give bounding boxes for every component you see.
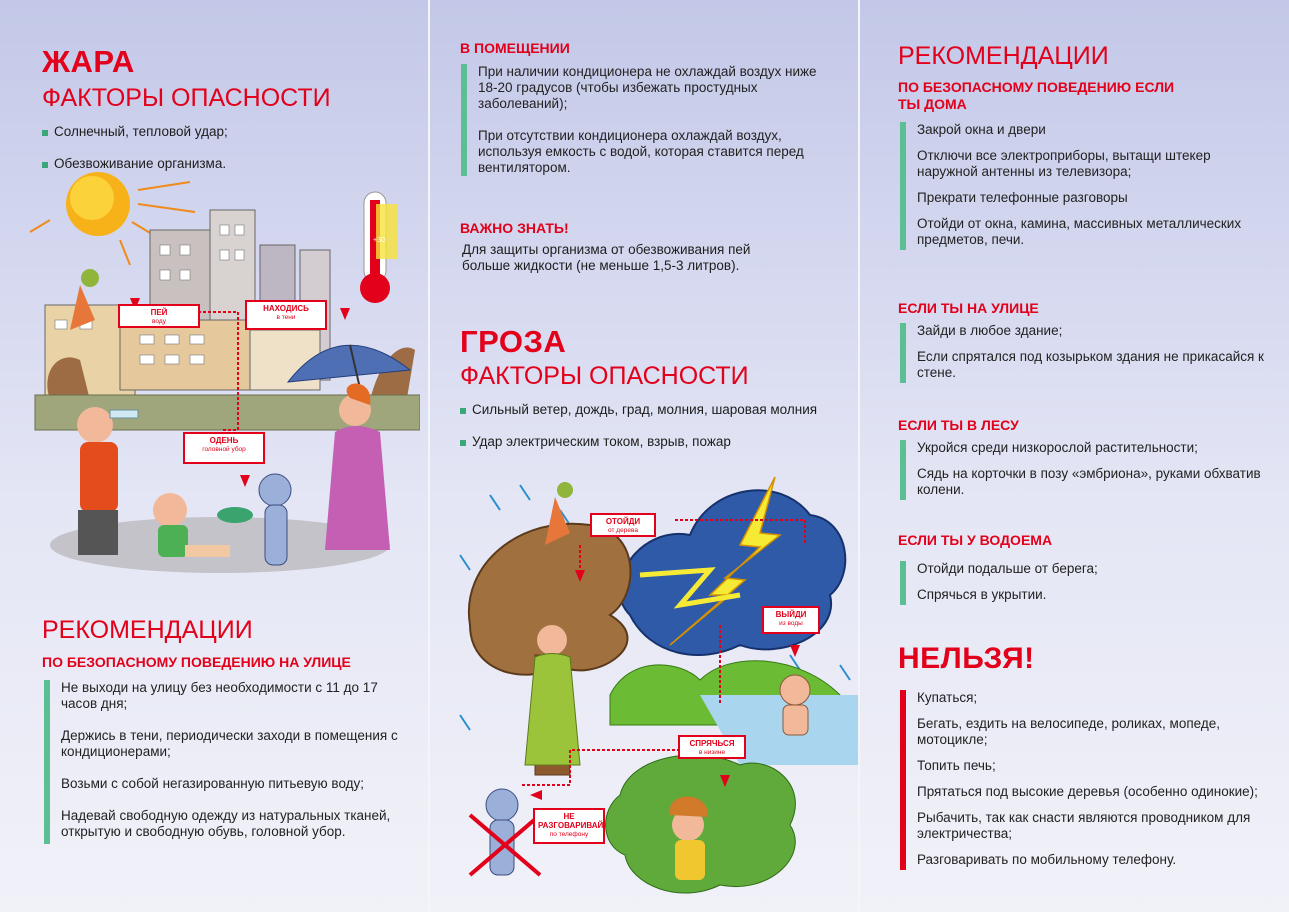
storm-title: ГРОЗА	[460, 324, 567, 359]
water-title: ЕСЛИ ТЫ У ВОДОЕМА	[898, 532, 1053, 548]
list-item: Не выходи на улицу без необходимости с 11 до 17 часов дня;	[61, 680, 378, 711]
heat-rec-subtitle: ПО БЕЗОПАСНОМУ ПОВЕДЕНИЮ НА УЛИЦЕ	[42, 654, 351, 670]
storm-rec-title: РЕКОМЕНДАЦИИ	[898, 42, 1109, 70]
storm-subtitle: ФАКТОРЫ ОПАСНОСТИ	[460, 362, 749, 390]
list-item: Держись в тени, периодически заходи в помещения с кондиционерами;	[61, 728, 398, 759]
forbidden-list	[900, 690, 1267, 870]
tag-leave-water: ВЫЙДИ из воды	[762, 606, 820, 634]
cat-figure	[470, 789, 540, 875]
list-item: Отключи все электроприборы, вытащи штекер наружной антенны из телевизора;	[917, 148, 1211, 179]
list-item: Отойди от окна, камина, массивных металлических предметов, печи.	[917, 216, 1242, 247]
list-item: Удар электрическим током, взрыв, пожар	[460, 434, 820, 450]
street-list	[900, 323, 1267, 383]
tag-no-phone: НЕ РАЗГОВАРИВАЙ по телефону	[533, 808, 605, 844]
list-item: Если спрятался под козырьком здания не прикасайся к стене.	[917, 349, 1264, 380]
list-item: Прятаться под высокие деревья (особенно одинокие);	[917, 784, 1258, 799]
panel-heat	[0, 0, 428, 912]
panel-storm	[430, 0, 858, 912]
list-item: Возьми с собой негазированную питьевую воду;	[61, 776, 365, 791]
tag-drink-water: ПЕЙ воду	[118, 304, 200, 328]
list-item: Спрячься в укрытии.	[917, 587, 1047, 602]
list-item: Солнечный, тепловой удар;	[42, 124, 412, 140]
list-item: Надевай свободную одежду из натуральных тканей, открытую и свободную обувь, головной убор.	[61, 808, 391, 839]
thermometer-icon	[360, 192, 398, 303]
forbidden-title: НЕЛЬЗЯ!	[898, 642, 1035, 675]
home-list	[900, 122, 1267, 250]
heat-rec-title: РЕКОМЕНДАЦИИ	[42, 616, 253, 644]
tag-wear-hat: ОДЕНЬ головной убор	[183, 432, 265, 464]
forest-list	[900, 440, 1267, 500]
list-item: Рыбачить, так как снасти являются проводником для электричества;	[917, 810, 1251, 841]
storm-rec-subtitle: ПО БЕЗОПАСНОМУ ПОВЕДЕНИЮ ЕСЛИ ТЫ ДОМА	[898, 79, 1175, 112]
heat-subtitle: ФАКТОРЫ ОПАСНОСТИ	[42, 84, 331, 112]
list-item: Сильный ветер, дождь, град, молния, шаровая молния	[460, 402, 820, 418]
list-item: Разговаривать по мобильному телефону.	[917, 852, 1177, 867]
heat-title: ЖАРА	[42, 44, 135, 79]
list-item: Топить печь;	[917, 758, 996, 773]
important-title: ВАЖНО ЗНАТЬ!	[460, 220, 569, 236]
list-item: Купаться;	[917, 690, 978, 705]
heat-illustration	[20, 170, 420, 590]
thermometer-label: +30	[373, 237, 385, 244]
list-item: При отсутствии кондиционера охлаждай воздух, используя емкость с водой, которая ставится перед вентилятором.	[478, 128, 804, 175]
list-item: Укройся среди низкорослой растительности;	[917, 440, 1198, 455]
list-item: Отойди подальше от берега;	[917, 561, 1098, 576]
indoor-list	[461, 64, 818, 176]
street-title: ЕСЛИ ТЫ НА УЛИЦЕ	[898, 300, 1039, 316]
tag-hide-lowland: СПРЯЧЬСЯ в низине	[678, 735, 746, 759]
indoor-title: В ПОМЕЩЕНИИ	[460, 40, 570, 56]
forest-title: ЕСЛИ ТЫ В ЛЕСУ	[898, 417, 1019, 433]
list-item: Прекрати телефонные разговоры	[917, 190, 1128, 205]
tag-move-from-tree: ОТОЙДИ от дерева	[590, 513, 656, 537]
list-item: Зайди в любое здание;	[917, 323, 1063, 338]
list-item: Сядь на корточки в позу «эмбриона», руками обхватив колени.	[917, 466, 1261, 497]
list-item: Бегать, ездить на велосипеде, роликах, мопеде, мотоцикле;	[917, 716, 1220, 747]
storm-factors	[460, 402, 820, 466]
important-text: Для защиты организма от обезвоживания пей больше жидкости (не меньше 1,5-3 литров).	[462, 242, 751, 273]
list-item: Закрой окна и двери	[917, 122, 1046, 137]
water-list	[900, 561, 1267, 605]
tag-stay-shade: НАХОДИСЬ в тени	[245, 300, 327, 330]
list-item: При наличии кондиционера не охлаждай воздух ниже 18-20 градусов (чтобы избежать простудных заболеваний);	[478, 64, 817, 111]
heat-rec-list	[44, 680, 411, 844]
list-item: Обезвоживание организма.	[42, 156, 412, 172]
panel-storm-recommendations	[860, 0, 1289, 912]
